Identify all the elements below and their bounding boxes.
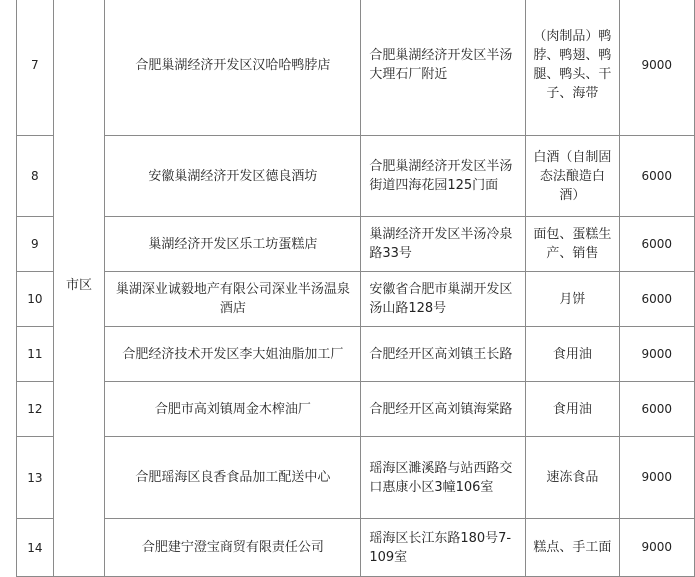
company-name: 安徽巢湖经济开发区德良酒坊 bbox=[105, 136, 361, 217]
table-row bbox=[17, 437, 695, 519]
company-address: 合肥巢湖经济开发区半汤大理石厂附近 bbox=[361, 0, 526, 136]
table-row bbox=[17, 0, 695, 136]
company-address: 合肥经开区高刘镇王长路 bbox=[361, 327, 526, 382]
company-name: 合肥市高刘镇周金木榨油厂 bbox=[105, 382, 361, 437]
product-scope: 食用油 bbox=[526, 382, 619, 437]
amount: 9000 bbox=[619, 519, 694, 577]
company-address: 瑶海区濉溪路与站西路交口惠康小区3幢106室 bbox=[361, 437, 526, 519]
company-name: 合肥建宁澄宝商贸有限责任公司 bbox=[105, 519, 361, 577]
amount: 9000 bbox=[619, 437, 694, 519]
table-row bbox=[17, 327, 695, 382]
product-scope: （肉制品）鸭脖、鸭翅、鸭腿、鸭头、干子、海带 bbox=[526, 0, 619, 136]
amount: 6000 bbox=[619, 217, 694, 272]
amount: 9000 bbox=[619, 0, 694, 136]
district-label: 市区 bbox=[66, 278, 93, 293]
row-number: 14 bbox=[17, 519, 54, 577]
company-name: 巢湖深业诚毅地产有限公司深业半汤温泉酒店 bbox=[105, 272, 361, 327]
district-cell bbox=[53, 0, 105, 577]
row-number: 13 bbox=[17, 437, 54, 519]
product-scope: 月饼 bbox=[526, 272, 619, 327]
company-name: 合肥经济技术开发区李大姐油脂加工厂 bbox=[105, 327, 361, 382]
table-row bbox=[17, 136, 695, 217]
amount: 6000 bbox=[619, 136, 694, 217]
product-scope: 速冻食品 bbox=[526, 437, 619, 519]
product-scope: 糕点、手工面 bbox=[526, 519, 619, 577]
company-address: 合肥经开区高刘镇海棠路 bbox=[361, 382, 526, 437]
company-address: 巢湖经济开发区半汤冷泉路33号 bbox=[361, 217, 526, 272]
amount: 6000 bbox=[619, 272, 694, 327]
table-row bbox=[17, 272, 695, 327]
row-number: 9 bbox=[17, 217, 54, 272]
company-name: 合肥瑶海区良香食品加工配送中心 bbox=[105, 437, 361, 519]
data-table bbox=[16, 0, 695, 577]
company-name: 合肥巢湖经济开发区汉哈哈鸭脖店 bbox=[105, 0, 361, 136]
amount: 9000 bbox=[619, 327, 694, 382]
row-number: 8 bbox=[17, 136, 54, 217]
table-row bbox=[17, 382, 695, 437]
table-row bbox=[17, 519, 695, 577]
product-scope: 白酒（自制固态法酿造白酒） bbox=[526, 136, 619, 217]
row-number: 12 bbox=[17, 382, 54, 437]
company-address: 安徽省合肥市巢湖开发区汤山路128号 bbox=[361, 272, 526, 327]
company-address: 瑶海区长江东路180号7-109室 bbox=[361, 519, 526, 577]
company-name: 巢湖经济开发区乐工坊蛋糕店 bbox=[105, 217, 361, 272]
product-scope: 食用油 bbox=[526, 327, 619, 382]
row-number: 10 bbox=[17, 272, 54, 327]
table-row bbox=[17, 217, 695, 272]
product-scope: 面包、蛋糕生产、销售 bbox=[526, 217, 619, 272]
row-number: 11 bbox=[17, 327, 54, 382]
company-address: 合肥巢湖经济开发区半汤街道四海花园125门面 bbox=[361, 136, 526, 217]
row-number: 7 bbox=[17, 0, 54, 136]
amount: 6000 bbox=[619, 382, 694, 437]
